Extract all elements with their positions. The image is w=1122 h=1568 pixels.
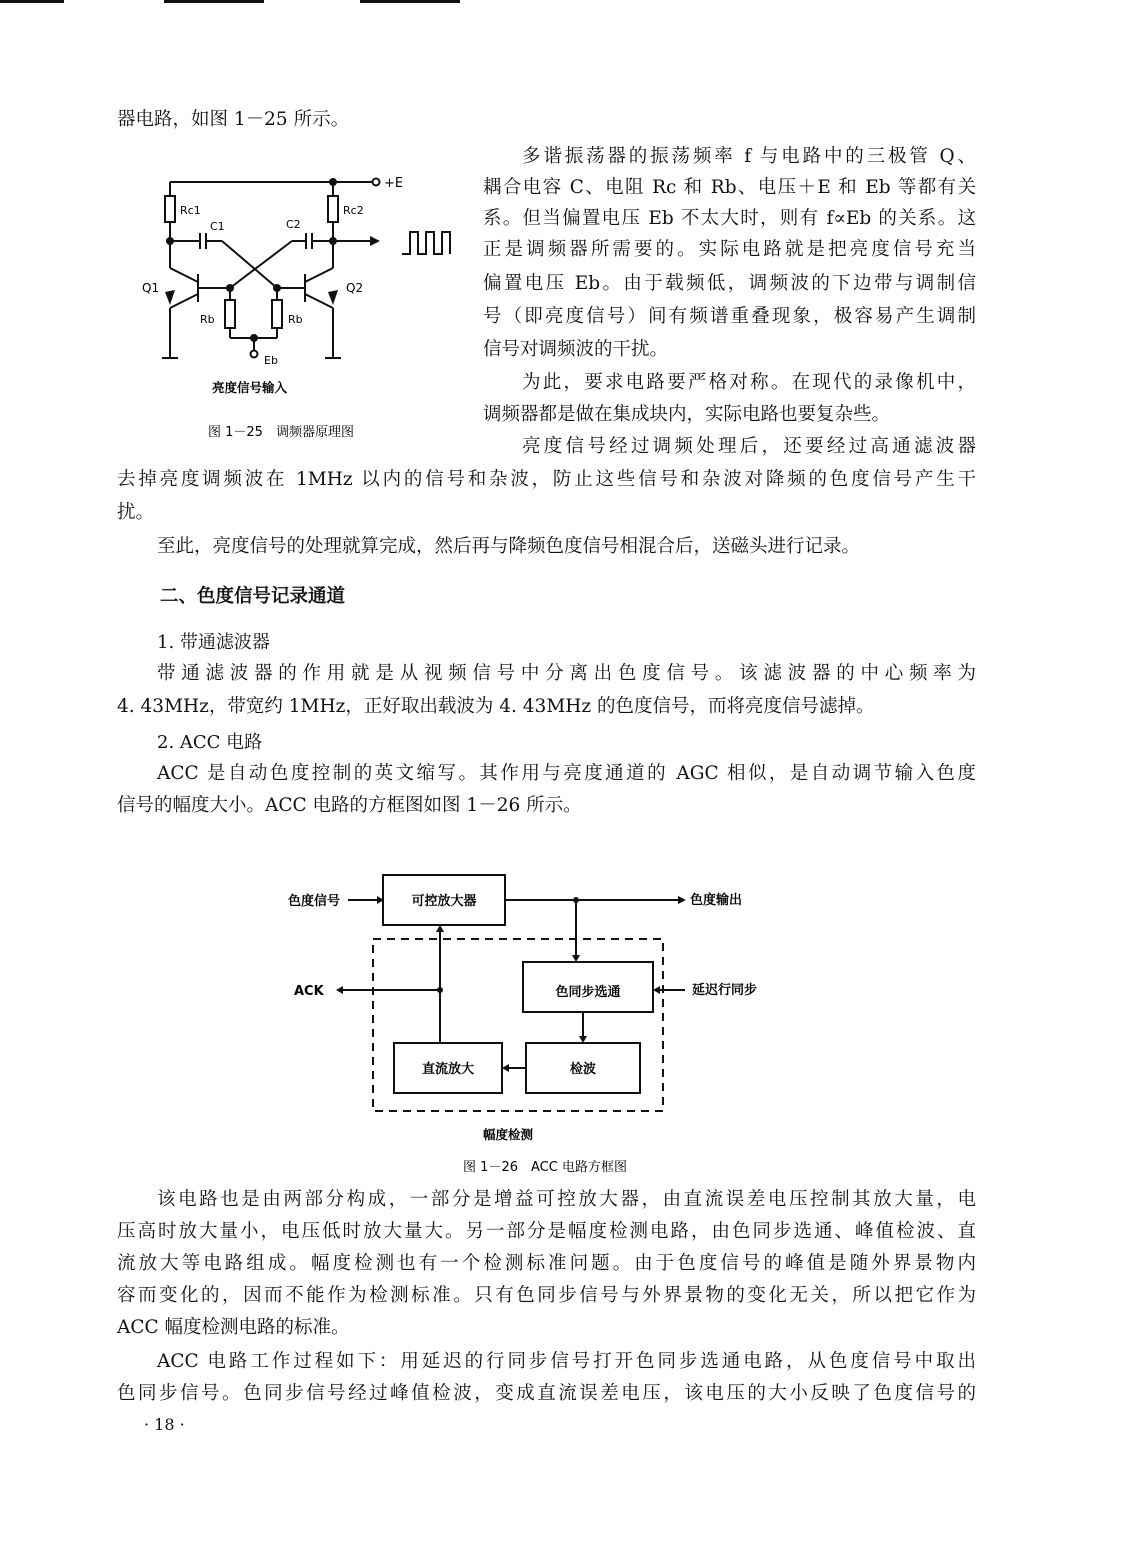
rb-right-label: Rb [288,313,303,326]
vcc-label: +E [384,176,404,191]
text-line: 扰。 [117,502,155,523]
chroma-input-label: 色度信号 [288,894,341,909]
text-line: 信号的幅度大小。ACC 电路的方框图如图 1－26 所示。 [117,795,582,816]
text-line: 系。但当偏置电压 Eb 不太大时，则有 f∝Eb 的关系。这 [483,208,976,229]
text-line: 容而变化的，因而不能作为检测标准。只有色同步信号与外界景物的变化无关，所以把它作为 [117,1285,976,1306]
figure-1-26-block-diagram [280,865,800,1185]
rb-left-label: Rb [200,313,215,326]
amplitude-detect-group [373,939,663,1111]
detector-label: 检波 [569,1062,597,1077]
text-line: 调频器都是做在集成块内，实际电路也要复杂些。 [483,404,891,425]
q1-label: Q1 [142,281,160,295]
ack-label: ACK [294,984,324,999]
top-rule-2 [164,0,264,3]
text-line: 多谐振荡器的振荡频率 f 与电路中的三极管 Q、 [522,146,976,167]
text-line: 流放大等电路组成。幅度检测也有一个检测标准问题。由于色度信号的峰值是随外界景物内 [117,1253,976,1274]
q2-label: Q2 [346,281,364,295]
delay-sync-label: 延迟行同步 [692,983,758,998]
text-line: 信号对调频波的干扰。 [483,339,669,360]
text-line: 色同步信号。色同步信号经过峰值检波，变成直流误差电压，该电压的大小反映了色度信号的 [117,1383,976,1404]
text-line: 耦合电容 C、电阻 Rc 和 Rb、电压＋E 和 Eb 等都有关 [483,177,976,198]
subheading-bandpass: 1. 带通滤波器 [157,632,270,653]
luma-input-label: 亮度信号输入 [212,380,288,395]
page-number: · 18 · [144,1415,185,1434]
burst-gate-label: 色同步选通 [555,985,621,1000]
text-line: 正是调频器所需要的。实际电路就是把亮度信号充当 [483,239,976,260]
top-rule-1 [0,0,64,3]
text-line: 偏置电压 Eb。由于载频低，调频波的下边带与调制信 [483,273,976,294]
text-line: 该电路也是由两部分构成，一部分是增益可控放大器，由直流误差电压控制其放大量，电 [157,1189,976,1210]
text-line: ACC 幅度检测电路的标准。 [117,1317,350,1338]
subheading-acc: 2. ACC 电路 [157,732,263,753]
figure-1-25-circuit [140,160,470,440]
text-line: ACC 电路工作过程如下：用延迟的行同步信号打开色同步选通电路，从色度信号中取出 [157,1351,976,1372]
c1-label: C1 [210,220,225,233]
text-line: 带通滤波器的作用就是从视频信号中分离出色度信号。该滤波器的中心频率为 [157,663,976,684]
text-line-top: 器电路，如图 1－25 所示。 [117,109,350,130]
chroma-output-label: 色度输出 [690,893,743,908]
figure-1-26-caption: 图 1－26 ACC 电路方框图 [463,1160,627,1175]
text-line: 至此，亮度信号的处理就算完成，然后再与降频色度信号相混合后，送磁头进行记录。 [157,536,861,557]
c2-label: C2 [286,218,301,231]
figure-1-25-caption: 图 1－25 调频器原理图 [208,425,354,440]
text-line: 去掉亮度调频波在 1MHz 以内的信号和杂波，防止这些信号和杂波对降频的色度信号产生干 [117,469,976,490]
rc1-label: Rc1 [180,204,201,217]
text-line: 为此，要求电路要严格对称。在现代的录像机中， [522,372,976,393]
controlled-amp-label: 可控放大器 [411,894,477,909]
rc2-label: Rc2 [343,204,364,217]
amplitude-detect-label: 幅度检测 [482,1127,534,1142]
top-rule-3 [360,0,460,3]
text-line: 压高时放大量小，电压低时放大量大。另一部分是幅度检测电路，由色同步选通、峰值检波、直 [117,1221,976,1242]
text-line: 4. 43MHz，带宽约 1MHz，正好取出载波为 4. 43MHz 的色度信号，而将亮度信号滤掉。 [117,696,875,717]
text-line: 亮度信号经过调频处理后，还要经过高通滤波器 [522,436,976,457]
eb-label: Eb [264,354,278,367]
dc-amp-label: 直流放大 [421,1062,475,1077]
text-line: 号（即亮度信号）间有频谱重叠现象，极容易产生调制 [483,306,976,327]
section-heading: 二、色度信号记录通道 [160,586,346,607]
text-line: ACC 是自动色度控制的英文缩写。其作用与亮度通道的 AGC 相似，是自动调节输入色度 [157,763,976,784]
